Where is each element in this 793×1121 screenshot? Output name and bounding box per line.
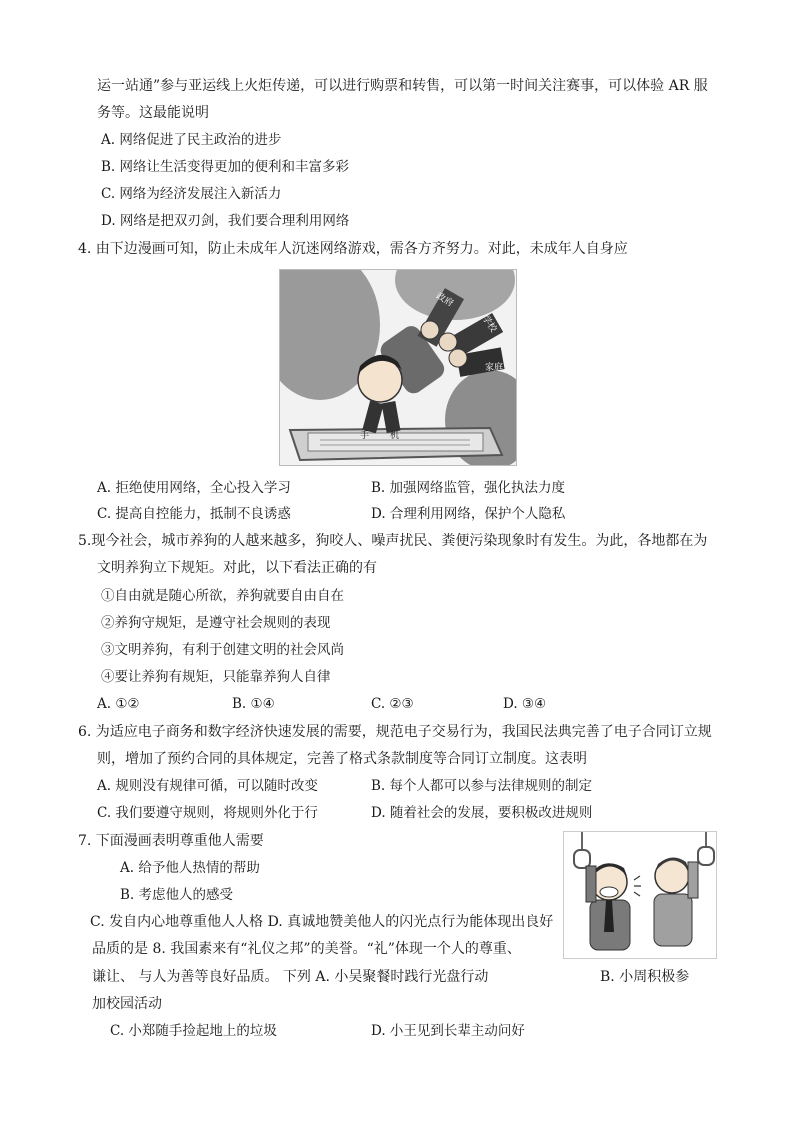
- q3-option-c: C. 网络为经济发展注入新活力: [101, 186, 282, 202]
- q7-comic-illustration: [563, 831, 717, 959]
- q5-stem-line2: 文明养狗立下规矩。对此，以下看法正确的有: [97, 560, 377, 576]
- q8-stem-line2: 谦让、 与人为善等良好品质。 下列 A. 小吴聚餐时践行光盘行动: [92, 969, 489, 985]
- label-family: 家庭: [485, 363, 504, 373]
- q6-stem-line2: 则，增加了预约合同的具体规定，完善了格式条款制度等合同订立制度。这表明: [97, 751, 587, 767]
- q4-option-b: B. 加强网络监管，强化执法力度: [371, 480, 566, 496]
- q3-stem-line2: 务等。这最能说明: [97, 105, 209, 121]
- q5-option-d: D. ③④: [503, 696, 547, 712]
- label-school: 学校: [479, 313, 499, 335]
- q5-item-2: ②养狗守规矩，是遵守社会规则的表现: [101, 615, 331, 631]
- q3-option-b: B. 网络让生活变得更加的便利和丰富多彩: [101, 159, 350, 175]
- q3-stem-line1: 运一站通”参与亚运线上火炬传递，可以进行购票和转售，可以第一时间关注赛事，可以体验 AR 服: [97, 78, 708, 94]
- label-phone-right: 机: [390, 431, 400, 441]
- q8-option-b-cont: 加校园活动: [92, 996, 162, 1012]
- q5-stem-line1: 5.现今社会，城市养狗的人越来越多，狗咬人、噪声扰民、粪便污染现象时有发生。为此，各地都在为: [78, 533, 708, 549]
- q7-option-a: A. 给予他人热情的帮助: [120, 860, 260, 876]
- q5-item-3: ③文明养狗，有利于创建文明的社会风尚: [101, 642, 344, 658]
- q5-option-c: C. ②③: [371, 696, 414, 712]
- q6-option-c: C. 我们要遵守规则，将规则外化于行: [97, 805, 318, 821]
- q8-option-b: B. 小周积极参: [600, 969, 690, 985]
- q7-option-c-d-line: C. 发自内心地尊重他人人格 D. 真诚地赞美他人的闪光点行为能体现出良好: [90, 914, 554, 930]
- q4-option-c: C. 提高自控能力，抵制不良诱惑: [97, 506, 291, 522]
- q3-option-d: D. 网络是把双刃剑，我们要合理利用网络: [101, 213, 350, 229]
- q7-option-b: B. 考虑他人的感受: [120, 887, 234, 903]
- q8-option-d: D. 小王见到长辈主动问好: [371, 1023, 525, 1039]
- q6-option-a: A. 规则没有规律可循，可以随时改变: [97, 778, 318, 794]
- q5-item-1: ①自由就是随心所欲，养狗就要自由自在: [101, 588, 344, 604]
- q4-option-d: D. 合理利用网络，保护个人隐私: [371, 506, 566, 522]
- q4-comic-illustration: [279, 269, 517, 466]
- q6-option-d: D. 随着社会的发展，要积极改进规则: [371, 805, 593, 821]
- q6-stem-line1: 6. 为适应电子商务和数字经济快速发展的需要，规范电子交易行为，我国民法典完善了电子合同订立规: [78, 724, 712, 740]
- q5-option-a: A. ①②: [97, 696, 140, 712]
- q5-item-4: ④要让养狗有规矩，只能靠养狗人自律: [101, 669, 331, 685]
- q3-option-a: A. 网络促进了民主政治的进步: [101, 132, 282, 148]
- q8-option-c: C. 小郑随手捡起地上的垃圾: [110, 1023, 277, 1039]
- q4-option-a: A. 拒绝使用网络，全心投入学习: [97, 480, 291, 496]
- q8-stem-line1: 品质的是 8. 我国素来有“礼仪之邦”的美誉。“礼”体现一个人的尊重、: [92, 941, 521, 957]
- q7-stem: 7. 下面漫画表明尊重他人需要: [78, 833, 264, 849]
- q6-option-b: B. 每个人都可以参与法律规则的制定: [371, 778, 593, 794]
- q4-stem: 4. 由下边漫画可知，防止未成年人沉迷网络游戏，需各方齐努力。对此，未成年人自身应: [78, 241, 628, 257]
- label-phone-left: 手: [360, 431, 370, 441]
- label-government: 政府: [434, 291, 455, 310]
- q5-option-b: B. ①④: [232, 696, 275, 712]
